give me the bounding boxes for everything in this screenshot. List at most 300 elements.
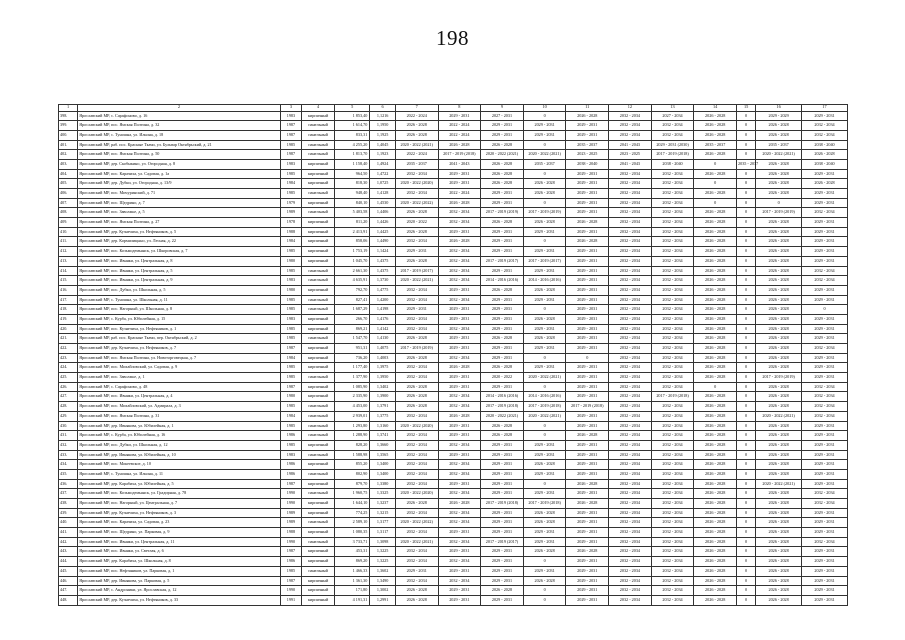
table-cell: 1,3791 bbox=[370, 402, 396, 412]
table-cell: 2032 - 2034 bbox=[802, 344, 848, 354]
table-cell: 2032 - 2034 bbox=[651, 237, 694, 247]
table-cell: 1983 bbox=[280, 159, 301, 169]
table-row bbox=[59, 363, 848, 373]
table-cell: 0 bbox=[737, 479, 756, 489]
table-cell: 2032 - 2034 bbox=[438, 295, 481, 305]
table-cell: 0 bbox=[756, 198, 802, 208]
table-cell: 430. bbox=[59, 421, 78, 431]
table-cell: 2029 - 2031 bbox=[802, 421, 848, 431]
table-cell: 2026 - 2028 bbox=[481, 140, 524, 150]
table-cell: 2029 - 2031 bbox=[438, 344, 481, 354]
table-cell: 2026 - 2028 bbox=[756, 247, 802, 257]
table-cell: 2029 - 2031 bbox=[438, 566, 481, 576]
table-cell: 1978 bbox=[280, 218, 301, 228]
table-cell: 1,3950 bbox=[370, 373, 396, 383]
table-cell: 2029 - 2031 bbox=[566, 266, 609, 276]
table-cell: 2032 - 2034 bbox=[651, 489, 694, 499]
table-cell: 2032 - 2034 bbox=[609, 247, 652, 257]
table-cell: 2029 - 2031 bbox=[802, 227, 848, 237]
table-cell: 2026 - 2028 bbox=[756, 121, 802, 131]
table-cell: 0 bbox=[523, 479, 566, 489]
table-cell: 0 bbox=[737, 276, 756, 286]
table-cell: 2032 - 2034 bbox=[609, 179, 652, 189]
table-cell: панельный bbox=[302, 566, 335, 576]
table-cell: 1 288,90 bbox=[335, 431, 370, 441]
table-cell: 2029 - 2031 bbox=[566, 382, 609, 392]
table-cell: 2026 - 2028 bbox=[523, 179, 566, 189]
table-cell: панельный bbox=[302, 305, 335, 315]
repair-schedule-table bbox=[58, 104, 848, 606]
table-cell: 1 158,40 bbox=[335, 159, 370, 169]
table-cell: панельный bbox=[302, 450, 335, 460]
table-cell: 2032 - 2034 bbox=[609, 411, 652, 421]
table-cell: 2032 - 2034 bbox=[609, 208, 652, 218]
table-cell: 2032 - 2034 bbox=[395, 557, 438, 567]
table-cell: 2026 - 2028 bbox=[694, 353, 737, 363]
table-cell: 2032 - 2034 bbox=[438, 324, 481, 334]
table-cell: 827,41 bbox=[335, 295, 370, 305]
table-cell: 2029 - 2031 bbox=[523, 130, 566, 140]
table-cell: 2029 - 2031 bbox=[566, 595, 609, 605]
table-cell: 2029 - 2031 bbox=[395, 305, 438, 315]
table-cell: 1990 bbox=[280, 586, 301, 596]
table-cell: 427. bbox=[59, 392, 78, 402]
table-cell: 2032 - 2034 bbox=[395, 363, 438, 373]
table-cell: 2032 - 2034 bbox=[438, 266, 481, 276]
table-cell: Ярославский МР, пос. Ивняки, ул. Центральная, д. 8 bbox=[78, 256, 281, 266]
table-cell: 2029 - 2031 bbox=[481, 130, 524, 140]
table-cell: 0 bbox=[737, 586, 756, 596]
table-cell: панельный bbox=[302, 208, 335, 218]
table-cell: 0 bbox=[523, 382, 566, 392]
table-cell: 2029 - 2031 bbox=[481, 566, 524, 576]
table-cell: 2032 - 2034 bbox=[609, 111, 652, 121]
table-cell: 439. bbox=[59, 508, 78, 518]
table-cell: 2026 - 2028 bbox=[438, 499, 481, 509]
table-cell: 0 bbox=[737, 557, 756, 567]
table-cell: 2032 - 2034 bbox=[609, 460, 652, 470]
table-cell: 2032 - 2034 bbox=[609, 586, 652, 596]
table-cell: 2032 - 2034 bbox=[802, 382, 848, 392]
table-cell: 1,4375 bbox=[370, 256, 396, 266]
table-cell: Ярославский МР, пос. Нефтяников, ул. Парковая, д. 1 bbox=[78, 566, 281, 576]
table-cell: Ярославский МР, пос. Нагорный, ул. Центральная, д. 7 bbox=[78, 499, 281, 509]
table-cell: 443. bbox=[59, 547, 78, 557]
table-cell: 2026 - 2028 bbox=[481, 363, 524, 373]
table-cell: 0 bbox=[737, 218, 756, 228]
table-cell: 1 960,75 bbox=[335, 489, 370, 499]
table-cell: 2032 - 2034 bbox=[609, 382, 652, 392]
table-cell: 1985 bbox=[280, 334, 301, 344]
table-cell: 2029 - 2031 bbox=[566, 285, 609, 295]
table-cell: 2020 - 2022 (2022) bbox=[395, 198, 438, 208]
table-cell: 0 bbox=[737, 431, 756, 441]
table-cell: 2035 - 2037 bbox=[756, 140, 802, 150]
table-cell: 2020 - 2022 (2020) bbox=[395, 179, 438, 189]
table-cell: 2032 - 2034 bbox=[609, 402, 652, 412]
table-cell: 2017 - 2019 (2017) bbox=[481, 537, 524, 547]
table-cell: 0 bbox=[737, 528, 756, 538]
table-cell: 2029 - 2031 bbox=[481, 121, 524, 131]
table-cell: 1 644,10 bbox=[335, 499, 370, 509]
table-cell: 1988 bbox=[280, 528, 301, 538]
table-cell: 2 335,90 bbox=[335, 392, 370, 402]
table-cell: 2029 - 2031 bbox=[481, 237, 524, 247]
table-cell: 2026 - 2028 bbox=[756, 547, 802, 557]
table-cell: 1,3117 bbox=[370, 528, 396, 538]
table-cell: Ярославский МР, пос. Дубки, ул. Школьная, д. 5 bbox=[78, 285, 281, 295]
table-cell: 2026 - 2028 bbox=[694, 557, 737, 567]
table-cell: 2029 - 2031 bbox=[566, 305, 609, 315]
table-cell: 2029 - 2031 bbox=[566, 363, 609, 373]
table-cell: 1,4045 bbox=[370, 140, 396, 150]
table-cell: 2032 - 2034 bbox=[395, 479, 438, 489]
table-cell: 2026 - 2028 bbox=[523, 547, 566, 557]
table-cell: 2026 - 2028 bbox=[694, 189, 737, 199]
table-cell: Ярославский МР, пос. Ямская Полтина, д. 50 bbox=[78, 150, 281, 160]
table-cell: 2029 - 2031 bbox=[566, 295, 609, 305]
table-cell: 2029 - 2031 bbox=[438, 179, 481, 189]
table-cell: 1 045,70 bbox=[335, 256, 370, 266]
table-cell: 2032 - 2034 bbox=[651, 130, 694, 140]
table-cell: 2032 - 2034 bbox=[651, 227, 694, 237]
table-cell: 2029 - 2031 bbox=[566, 334, 609, 344]
table-cell: 2026 - 2028 bbox=[438, 411, 481, 421]
table-cell: 736,20 bbox=[335, 353, 370, 363]
table-cell: 0 bbox=[737, 489, 756, 499]
table-cell: 2026 - 2028 bbox=[566, 479, 609, 489]
table-cell: 2029 - 2031 bbox=[395, 247, 438, 257]
table-cell: 2029 - 2031 bbox=[802, 440, 848, 450]
table-cell: 2032 - 2034 bbox=[802, 266, 848, 276]
table-row bbox=[59, 499, 848, 509]
table-cell: 2026 - 2028 bbox=[566, 499, 609, 509]
table-cell: 1,3402 bbox=[370, 382, 396, 392]
table-cell: 2029 - 2031 bbox=[802, 460, 848, 470]
table-cell: кирпичный bbox=[302, 440, 335, 450]
table-cell: 0 bbox=[737, 363, 756, 373]
table-cell: 1,4130 bbox=[370, 334, 396, 344]
table-cell: 2029 - 2031 bbox=[802, 111, 848, 121]
table-cell: 2026 - 2028 bbox=[694, 305, 737, 315]
table-cell: 2017 - 2019 (2017) bbox=[523, 256, 566, 266]
table-cell: 2026 - 2028 bbox=[756, 189, 802, 199]
table-cell: 417. bbox=[59, 295, 78, 305]
table-cell: 1,4198 bbox=[370, 305, 396, 315]
table-cell: 0 bbox=[737, 440, 756, 450]
table-cell: 2029 - 2031 bbox=[395, 566, 438, 576]
table-cell: 2032 - 2034 bbox=[802, 276, 848, 286]
table-cell: 1,3237 bbox=[370, 499, 396, 509]
table-cell: 2032 - 2034 bbox=[651, 557, 694, 567]
table-cell: 424. bbox=[59, 363, 78, 373]
table-cell: панельный bbox=[302, 295, 335, 305]
table-row bbox=[59, 218, 848, 228]
table-row bbox=[59, 382, 848, 392]
table-cell: Ярославский МР, пос. Кузнечиха, ул. Нефтяников, д. 1 bbox=[78, 324, 281, 334]
table-cell: 2029 - 2031 bbox=[481, 595, 524, 605]
table-cell: 2029 - 2031 bbox=[566, 314, 609, 324]
table-cell: кирпичный bbox=[302, 382, 335, 392]
table-cell: 2026 - 2028 bbox=[694, 586, 737, 596]
table-cell: 2029 - 2031 bbox=[523, 489, 566, 499]
table-cell: 2032 - 2034 bbox=[609, 218, 652, 228]
table-cell: 2029 - 2031 bbox=[481, 266, 524, 276]
table-cell: 0 bbox=[737, 140, 756, 150]
table-cell: 0 bbox=[737, 469, 756, 479]
table-cell: 2029 - 2031 bbox=[802, 373, 848, 383]
table-row bbox=[59, 440, 848, 450]
column-number: 6 bbox=[370, 105, 396, 112]
table-cell: панельный bbox=[302, 130, 335, 140]
table-cell: кирпичный bbox=[302, 218, 335, 228]
table-cell: 2029 - 2031 bbox=[523, 440, 566, 450]
table-cell: 1 614,70 bbox=[335, 121, 370, 131]
table-cell: 2026 - 2028 bbox=[694, 595, 737, 605]
table-cell: 2032 - 2034 bbox=[609, 450, 652, 460]
table-cell: 2026 - 2028 bbox=[694, 489, 737, 499]
table-row bbox=[59, 227, 848, 237]
table-cell: 2014 - 2016 (2016) bbox=[481, 392, 524, 402]
table-cell: 2029 - 2031 bbox=[438, 382, 481, 392]
table-cell: 438. bbox=[59, 499, 78, 509]
table-cell: 2 413,91 bbox=[335, 227, 370, 237]
table-cell: 2026 - 2028 bbox=[802, 150, 848, 160]
table-cell: 2032 - 2034 bbox=[651, 566, 694, 576]
table-row bbox=[59, 305, 848, 315]
table-cell: 2029 - 2031 bbox=[481, 450, 524, 460]
table-cell: 2029 - 2031 bbox=[802, 198, 848, 208]
table-cell: 2029 - 2031 bbox=[523, 324, 566, 334]
table-cell: 2029 - 2031 bbox=[523, 566, 566, 576]
table-cell: 2032 - 2034 bbox=[802, 499, 848, 509]
table-cell: 2032 - 2034 bbox=[395, 189, 438, 199]
table-cell: 4 255,20 bbox=[335, 140, 370, 150]
table-cell: 446. bbox=[59, 576, 78, 586]
table-cell: 2029 - 2031 bbox=[438, 305, 481, 315]
table-cell: 2026 - 2028 bbox=[756, 489, 802, 499]
table-cell: 1 753,19 bbox=[335, 247, 370, 257]
table-cell: 2026 - 2028 bbox=[756, 469, 802, 479]
table-cell: 2017 - 2019 (2018) bbox=[481, 499, 524, 509]
table-cell: 2029 - 2031 bbox=[438, 334, 481, 344]
table-cell: 2029 - 2031 bbox=[802, 285, 848, 295]
table-cell: Ярославский МР, пос. Ямская Полтина, ул. Новоторговецкая, д. 7 bbox=[78, 353, 281, 363]
table-cell: Ярославский МР, дер. Дубки, ул. Огородная, д. 13/9 bbox=[78, 179, 281, 189]
table-cell: 2032 - 2034 bbox=[438, 508, 481, 518]
table-cell: 2038 - 2040 bbox=[802, 140, 848, 150]
table-cell: 1985 bbox=[280, 305, 301, 315]
table-cell: 2032 - 2034 bbox=[395, 295, 438, 305]
table-cell: 440. bbox=[59, 518, 78, 528]
table-cell: 2026 - 2028 bbox=[756, 392, 802, 402]
table-cell: 2026 - 2028 bbox=[756, 431, 802, 441]
table-cell: 2026 - 2028 bbox=[756, 334, 802, 344]
table-cell: 1989 bbox=[280, 208, 301, 218]
table-cell: Ярославский МР, пос. Ямская Полтина, д. 27 bbox=[78, 218, 281, 228]
table-row bbox=[59, 237, 848, 247]
column-number: 15 bbox=[737, 105, 756, 112]
table-cell: 1983 bbox=[280, 276, 301, 286]
table-cell: 1 080,35 bbox=[335, 528, 370, 538]
table-cell: 2029 - 2031 bbox=[802, 314, 848, 324]
table-cell: 2035 - 2037 bbox=[737, 159, 756, 169]
table-cell: 1985 bbox=[280, 324, 301, 334]
table-cell: 1,4075 bbox=[370, 344, 396, 354]
table-cell: 2029 - 2031 bbox=[802, 450, 848, 460]
table-cell: 0 bbox=[694, 179, 737, 189]
table-cell: 2026 - 2028 bbox=[694, 460, 737, 470]
table-cell: 2029 - 2031 bbox=[566, 586, 609, 596]
table-cell: 2017 - 2019 (2018) bbox=[438, 150, 481, 160]
table-cell: 2029 - 2031 bbox=[566, 208, 609, 218]
table-row bbox=[59, 247, 848, 257]
table-cell: 2041 - 2043 bbox=[609, 140, 652, 150]
table-cell: 2032 - 2034 bbox=[651, 247, 694, 257]
table-cell: 2026 - 2028 bbox=[395, 353, 438, 363]
table-cell: Ярославский МР, раб. пос. Красные Ткачи, пер. Октябрьский, д. 2 bbox=[78, 334, 281, 344]
table-cell: 2035 - 2037 bbox=[523, 159, 566, 169]
table-cell: 0 bbox=[737, 421, 756, 431]
table-cell: 1979 bbox=[280, 198, 301, 208]
table-cell: 2032 - 2034 bbox=[438, 402, 481, 412]
table-cell: 2029 - 2031 bbox=[438, 373, 481, 383]
table-cell: 1985 bbox=[280, 295, 301, 305]
table-cell: Ярославский МР, пос. Щедрино, ул. Парковая, д. 9 bbox=[78, 528, 281, 538]
table-cell: 0 bbox=[523, 169, 566, 179]
table-cell: 2032 - 2034 bbox=[395, 373, 438, 383]
table-cell: 1985 bbox=[280, 566, 301, 576]
table-cell: 0 bbox=[737, 382, 756, 392]
table-cell: 2029 - 2031 bbox=[802, 557, 848, 567]
table-cell: Ярославский МР, дер. Карабиха, ул. Школьная, д. 8 bbox=[78, 557, 281, 567]
table-cell: 2032 - 2034 bbox=[651, 469, 694, 479]
table-cell: 2026 - 2028 bbox=[395, 392, 438, 402]
table-cell: 1,4375 bbox=[370, 266, 396, 276]
table-cell: 2020 - 2022 (2021) bbox=[523, 373, 566, 383]
table-cell: 2026 - 2028 bbox=[523, 285, 566, 295]
table-cell: Ярославский МР, с. Курба, ул. Юбилейная, д. 15 bbox=[78, 314, 281, 324]
table-cell: 0 bbox=[694, 159, 737, 169]
table-cell: 4 191,31 bbox=[335, 595, 370, 605]
table-cell: 1,3490 bbox=[370, 576, 396, 586]
table-cell: 1980 bbox=[280, 285, 301, 295]
column-number: 11 bbox=[566, 105, 609, 112]
table-cell: 2029 - 2031 bbox=[481, 518, 524, 528]
table-cell: 1 813,70 bbox=[335, 150, 370, 160]
table-cell: 1 085,90 bbox=[335, 382, 370, 392]
table-cell: 1 588,98 bbox=[335, 450, 370, 460]
table-cell: 2029 - 2031 bbox=[802, 586, 848, 596]
table-cell: 425. bbox=[59, 373, 78, 383]
table-cell: 2026 - 2028 bbox=[694, 576, 737, 586]
table-cell: 2029 - 2031 bbox=[481, 305, 524, 315]
table-cell: 2029 - 2031 bbox=[566, 276, 609, 286]
table-cell: 2026 - 2028 bbox=[523, 576, 566, 586]
table-cell: 2029 - 2031 bbox=[566, 169, 609, 179]
table-cell: 1 547,70 bbox=[335, 334, 370, 344]
table-cell: 2041 - 2043 bbox=[609, 159, 652, 169]
table-cell: 2032 - 2034 bbox=[651, 595, 694, 605]
table-cell: 2022 - 2024 bbox=[395, 150, 438, 160]
table-cell: 2032 - 2034 bbox=[609, 528, 652, 538]
table-cell: 2029 - 2031 bbox=[481, 576, 524, 586]
table-cell: 2032 - 2034 bbox=[651, 440, 694, 450]
table-cell: кирпичный bbox=[302, 314, 335, 324]
column-number: 16 bbox=[756, 105, 802, 112]
table-cell: 2029 - 2031 bbox=[802, 595, 848, 605]
table-cell: 1986 bbox=[280, 469, 301, 479]
table-row bbox=[59, 489, 848, 499]
table-cell: Ярославский МР, дер. Ивнякова, ул. Юбилейная, д. 1 bbox=[78, 421, 281, 431]
table-cell: 2026 - 2028 bbox=[694, 528, 737, 538]
table-cell: 2032 - 2034 bbox=[438, 489, 481, 499]
table-cell: 2014 - 2016 (2016) bbox=[481, 276, 524, 286]
column-number: 17 bbox=[802, 105, 848, 112]
table-cell: 1,4530 bbox=[370, 198, 396, 208]
table-cell: Ярославский МР, дер. Кузнечиха, ул. Нефтяников, д. 3 bbox=[78, 508, 281, 518]
table-cell: кирпичный bbox=[302, 111, 335, 121]
table-cell: 2032 - 2034 bbox=[609, 227, 652, 237]
table-row bbox=[59, 276, 848, 286]
table-cell: 2032 - 2034 bbox=[651, 576, 694, 586]
table-cell: 2026 - 2028 bbox=[756, 421, 802, 431]
table-cell: 2029 - 2031 bbox=[438, 421, 481, 431]
table-cell: 2029 - 2031 bbox=[802, 324, 848, 334]
table-cell: 2029 - 2031 bbox=[438, 285, 481, 295]
table-cell: 0 bbox=[737, 373, 756, 383]
table-cell: 0 bbox=[523, 595, 566, 605]
table-cell: 2032 - 2034 bbox=[609, 421, 652, 431]
table-cell: панельный bbox=[302, 411, 335, 421]
table-cell: 2029 - 2031 bbox=[438, 586, 481, 596]
table-cell: 2032 - 2034 bbox=[609, 363, 652, 373]
table-cell: 2 589,10 bbox=[335, 518, 370, 528]
table-cell: 0 bbox=[523, 557, 566, 567]
column-number: 9 bbox=[481, 105, 524, 112]
table-cell: 2032 - 2034 bbox=[651, 421, 694, 431]
table-cell: 2026 - 2028 bbox=[694, 227, 737, 237]
table-cell: 2026 - 2028 bbox=[756, 227, 802, 237]
table-cell: 2022 - 2024 bbox=[438, 189, 481, 199]
table-cell: 1987 bbox=[280, 130, 301, 140]
table-cell: 2029 - 2031 bbox=[802, 237, 848, 247]
table-cell: 2026 - 2028 bbox=[481, 586, 524, 596]
table-cell: 2027 - 2034 bbox=[651, 111, 694, 121]
table-cell: 2026 - 2028 bbox=[438, 237, 481, 247]
table-cell: 2026 - 2028 bbox=[756, 557, 802, 567]
table-cell: панельный bbox=[302, 150, 335, 160]
table-cell: 2029 - 2031 bbox=[566, 411, 609, 421]
table-cell: 1 293,80 bbox=[335, 421, 370, 431]
table-cell: 434. bbox=[59, 460, 78, 470]
table-cell: 2026 - 2028 bbox=[438, 198, 481, 208]
table-cell: 2032 - 2034 bbox=[609, 344, 652, 354]
table-row bbox=[59, 208, 848, 218]
table-cell: 2026 - 2028 bbox=[756, 256, 802, 266]
table-cell: 442. bbox=[59, 537, 78, 547]
table-cell: 1985 bbox=[280, 140, 301, 150]
table-cell: 2029 - 2031 bbox=[481, 382, 524, 392]
table-cell: 1,3775 bbox=[370, 411, 396, 421]
table-cell: 2026 - 2028 bbox=[694, 547, 737, 557]
table-row bbox=[59, 586, 848, 596]
table-cell: 858,06 bbox=[335, 237, 370, 247]
table-cell: 2032 - 2034 bbox=[802, 402, 848, 412]
table-cell: 1986 bbox=[280, 557, 301, 567]
table-cell: 2029 - 2031 bbox=[523, 121, 566, 131]
table-cell: 2026 - 2028 bbox=[694, 537, 737, 547]
